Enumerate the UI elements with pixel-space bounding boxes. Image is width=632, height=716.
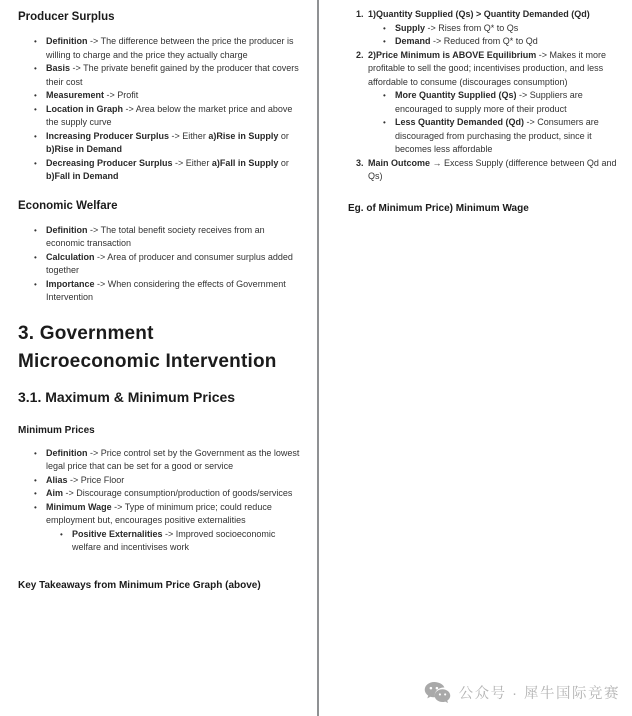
bold-text: More Quantity Supplied (Qs) bbox=[395, 90, 517, 100]
list-number: 3. bbox=[356, 157, 364, 168]
bold-text: a)Fall in Supply bbox=[211, 157, 279, 168]
bullet-icon: • bbox=[34, 475, 37, 485]
chapter-heading-line: Microeconomic Intervention bbox=[18, 350, 277, 372]
list-item bbox=[34, 251, 301, 278]
list-item-text bbox=[46, 278, 301, 305]
sub-list-item bbox=[383, 116, 622, 157]
bullet-icon: • bbox=[34, 279, 37, 289]
bullet-icon: • bbox=[383, 118, 386, 127]
text: -> Price Floor bbox=[67, 474, 125, 485]
bullet-icon: • bbox=[34, 131, 37, 141]
list-item-text bbox=[46, 487, 301, 501]
bullet-icon: • bbox=[34, 158, 37, 168]
list-item-text bbox=[46, 130, 301, 157]
text: -> Suppliers are encouraged to supply more of their product bbox=[395, 90, 583, 114]
bold-text: Basis bbox=[46, 63, 71, 73]
list-item bbox=[34, 278, 301, 305]
list-item bbox=[34, 157, 301, 184]
text: -> Discourage consumption/production of goods/services bbox=[63, 488, 293, 498]
numbered-item-text bbox=[368, 49, 622, 90]
list-item bbox=[34, 447, 301, 474]
right-column bbox=[319, 0, 632, 716]
section-heading: Economic Welfare bbox=[18, 199, 118, 212]
section-heading: Producer Surplus bbox=[18, 11, 115, 23]
bold-text: Calculation bbox=[46, 251, 95, 262]
watermark bbox=[424, 681, 620, 704]
list-item bbox=[34, 35, 301, 62]
bold-text: Less Quantity Demanded (Qd) bbox=[395, 117, 525, 127]
bullet-list bbox=[18, 224, 301, 305]
bold-text: 1)Quantity Supplied (Qs) > Quantity Demanded (Qd) bbox=[368, 9, 590, 19]
bullet-icon: • bbox=[383, 37, 386, 46]
text: -> The total benefit society receives from an economic transaction bbox=[46, 224, 265, 248]
numbered-item-text bbox=[368, 8, 622, 22]
bold-text: Main Outcome bbox=[368, 157, 431, 168]
subsection-heading: Minimum Prices bbox=[18, 424, 95, 436]
list-number: 1. bbox=[356, 9, 364, 19]
sub-list-item bbox=[383, 89, 622, 116]
list-item-text bbox=[72, 528, 301, 555]
wechat-icon bbox=[424, 681, 451, 704]
sub-list-item-text bbox=[395, 116, 622, 157]
text: -> Profit bbox=[104, 90, 139, 100]
text: -> Rises from Q* to Qs bbox=[425, 22, 519, 33]
list-item-text bbox=[46, 103, 301, 130]
list-item bbox=[34, 89, 301, 103]
subsection-heading: Key Takeaways from Minimum Price Graph (above) bbox=[18, 579, 261, 591]
numbered-item-body bbox=[368, 49, 622, 157]
bold-text: Demand bbox=[395, 36, 431, 46]
numbered-list-item bbox=[356, 157, 622, 184]
bullet-icon: • bbox=[383, 91, 386, 100]
list-item bbox=[34, 474, 301, 488]
list-item bbox=[34, 130, 301, 157]
bold-text: Increasing Producer Surplus bbox=[46, 130, 170, 141]
list-item bbox=[60, 528, 301, 555]
bullet-icon: • bbox=[34, 91, 37, 100]
text: -> Improved socioeconomic welfare and incentivises work bbox=[72, 528, 276, 552]
bold-text: b)Fall in Demand bbox=[46, 171, 119, 181]
bold-text: Definition bbox=[46, 447, 88, 458]
numbered-item-text bbox=[368, 157, 622, 184]
bullet-icon: • bbox=[34, 448, 37, 458]
text: -> Either bbox=[169, 130, 209, 141]
bold-text: Positive Externalities bbox=[72, 528, 163, 539]
bullet-icon: • bbox=[34, 104, 37, 114]
chapter-heading-line: 3. Government bbox=[18, 322, 154, 344]
text: or bbox=[278, 130, 289, 141]
text: -> Reduced from Q* to Qd bbox=[430, 36, 538, 46]
bold-text: Supply bbox=[395, 22, 426, 33]
numbered-list-item bbox=[356, 49, 622, 157]
subchapter-heading: 3.1. Maximum & Minimum Prices bbox=[18, 388, 236, 405]
text: -> Either bbox=[172, 157, 212, 168]
subsection-heading: Eg. of Minimum Price) Minimum Wage bbox=[348, 202, 529, 214]
sub-list-item bbox=[383, 35, 622, 49]
text: -> Makes it more profitable to sell the good; incentivises production, and less affordable to consume (discourages consumption) bbox=[368, 49, 606, 87]
text: -> Consumers are discouraged from purchasing the product, since it becomes less affordable bbox=[395, 117, 599, 154]
bullet-list bbox=[18, 35, 301, 184]
list-item bbox=[34, 62, 301, 89]
list-item-text bbox=[46, 62, 301, 89]
bold-text: a)Rise in Supply bbox=[208, 130, 279, 141]
bullet-icon: • bbox=[34, 37, 37, 46]
sub-list-item bbox=[383, 22, 622, 36]
bold-text: b)Rise in Demand bbox=[46, 144, 123, 154]
bold-text: Aim bbox=[46, 488, 64, 498]
list-item bbox=[34, 487, 301, 501]
list-item-text bbox=[46, 251, 301, 278]
chapter-heading bbox=[18, 320, 301, 376]
list-number: 2. bbox=[356, 49, 364, 60]
bullet-icon: • bbox=[383, 23, 386, 33]
list-item-text bbox=[46, 35, 301, 62]
bullet-icon: • bbox=[34, 252, 37, 262]
text: or bbox=[278, 157, 289, 168]
numbered-list bbox=[348, 8, 622, 184]
list-item-text bbox=[46, 224, 301, 251]
text: -> Price control set by the Government as the lowest legal price that can be set for a good or service bbox=[46, 447, 300, 471]
bold-text: Alias bbox=[46, 474, 68, 485]
bold-text: Measurement bbox=[46, 90, 105, 100]
numbered-item-body bbox=[368, 157, 622, 184]
bullet-icon: • bbox=[34, 225, 37, 235]
sub-list-item-text bbox=[395, 89, 622, 116]
list-item-text bbox=[46, 474, 301, 488]
text: -> Type of minimum price; could reduce employment but, encourages positive externalities bbox=[46, 501, 272, 525]
bold-text: Decreasing Producer Surplus bbox=[46, 157, 173, 168]
bold-text: Definition bbox=[46, 224, 88, 235]
watermark-text: 公众号 · 犀牛国际竞赛 bbox=[458, 686, 620, 702]
bullet-icon: • bbox=[60, 529, 63, 539]
bullet-icon: • bbox=[34, 489, 37, 498]
bold-text: Definition bbox=[46, 36, 88, 46]
bold-text: 2)Price Minimum is ABOVE Equilibrium bbox=[368, 49, 537, 60]
bold-text: Minimum Wage bbox=[46, 501, 112, 512]
list-item bbox=[34, 501, 301, 528]
text: -> When considering the effects of Government Intervention bbox=[46, 278, 286, 302]
list-item-text bbox=[46, 501, 301, 528]
bullet-icon: • bbox=[34, 64, 37, 73]
list-item-text bbox=[46, 447, 301, 474]
list-item-text bbox=[46, 89, 301, 103]
bold-text: Importance bbox=[46, 278, 95, 289]
text: -> The difference between the price the producer is willing to charge and the price they actually charge bbox=[46, 36, 294, 60]
numbered-list-item bbox=[356, 8, 622, 49]
text: -> Area of producer and consumer surplus added together bbox=[46, 251, 293, 275]
bullet-list bbox=[18, 447, 301, 555]
text: -> The private benefit gained by the producer that covers their cost bbox=[46, 63, 299, 87]
bullet-icon: • bbox=[34, 502, 37, 512]
text: -> Area below the market price and above the supply curve bbox=[46, 103, 293, 127]
sub-list-item-text bbox=[395, 35, 622, 49]
list-item-text bbox=[46, 157, 301, 184]
text: → Excess Supply (difference between Qd and Qs) bbox=[368, 157, 617, 181]
list-item bbox=[34, 103, 301, 130]
sub-list-item-text bbox=[395, 22, 622, 36]
bold-text: Location in Graph bbox=[46, 103, 124, 114]
numbered-item-body bbox=[368, 8, 622, 49]
list-item bbox=[34, 224, 301, 251]
